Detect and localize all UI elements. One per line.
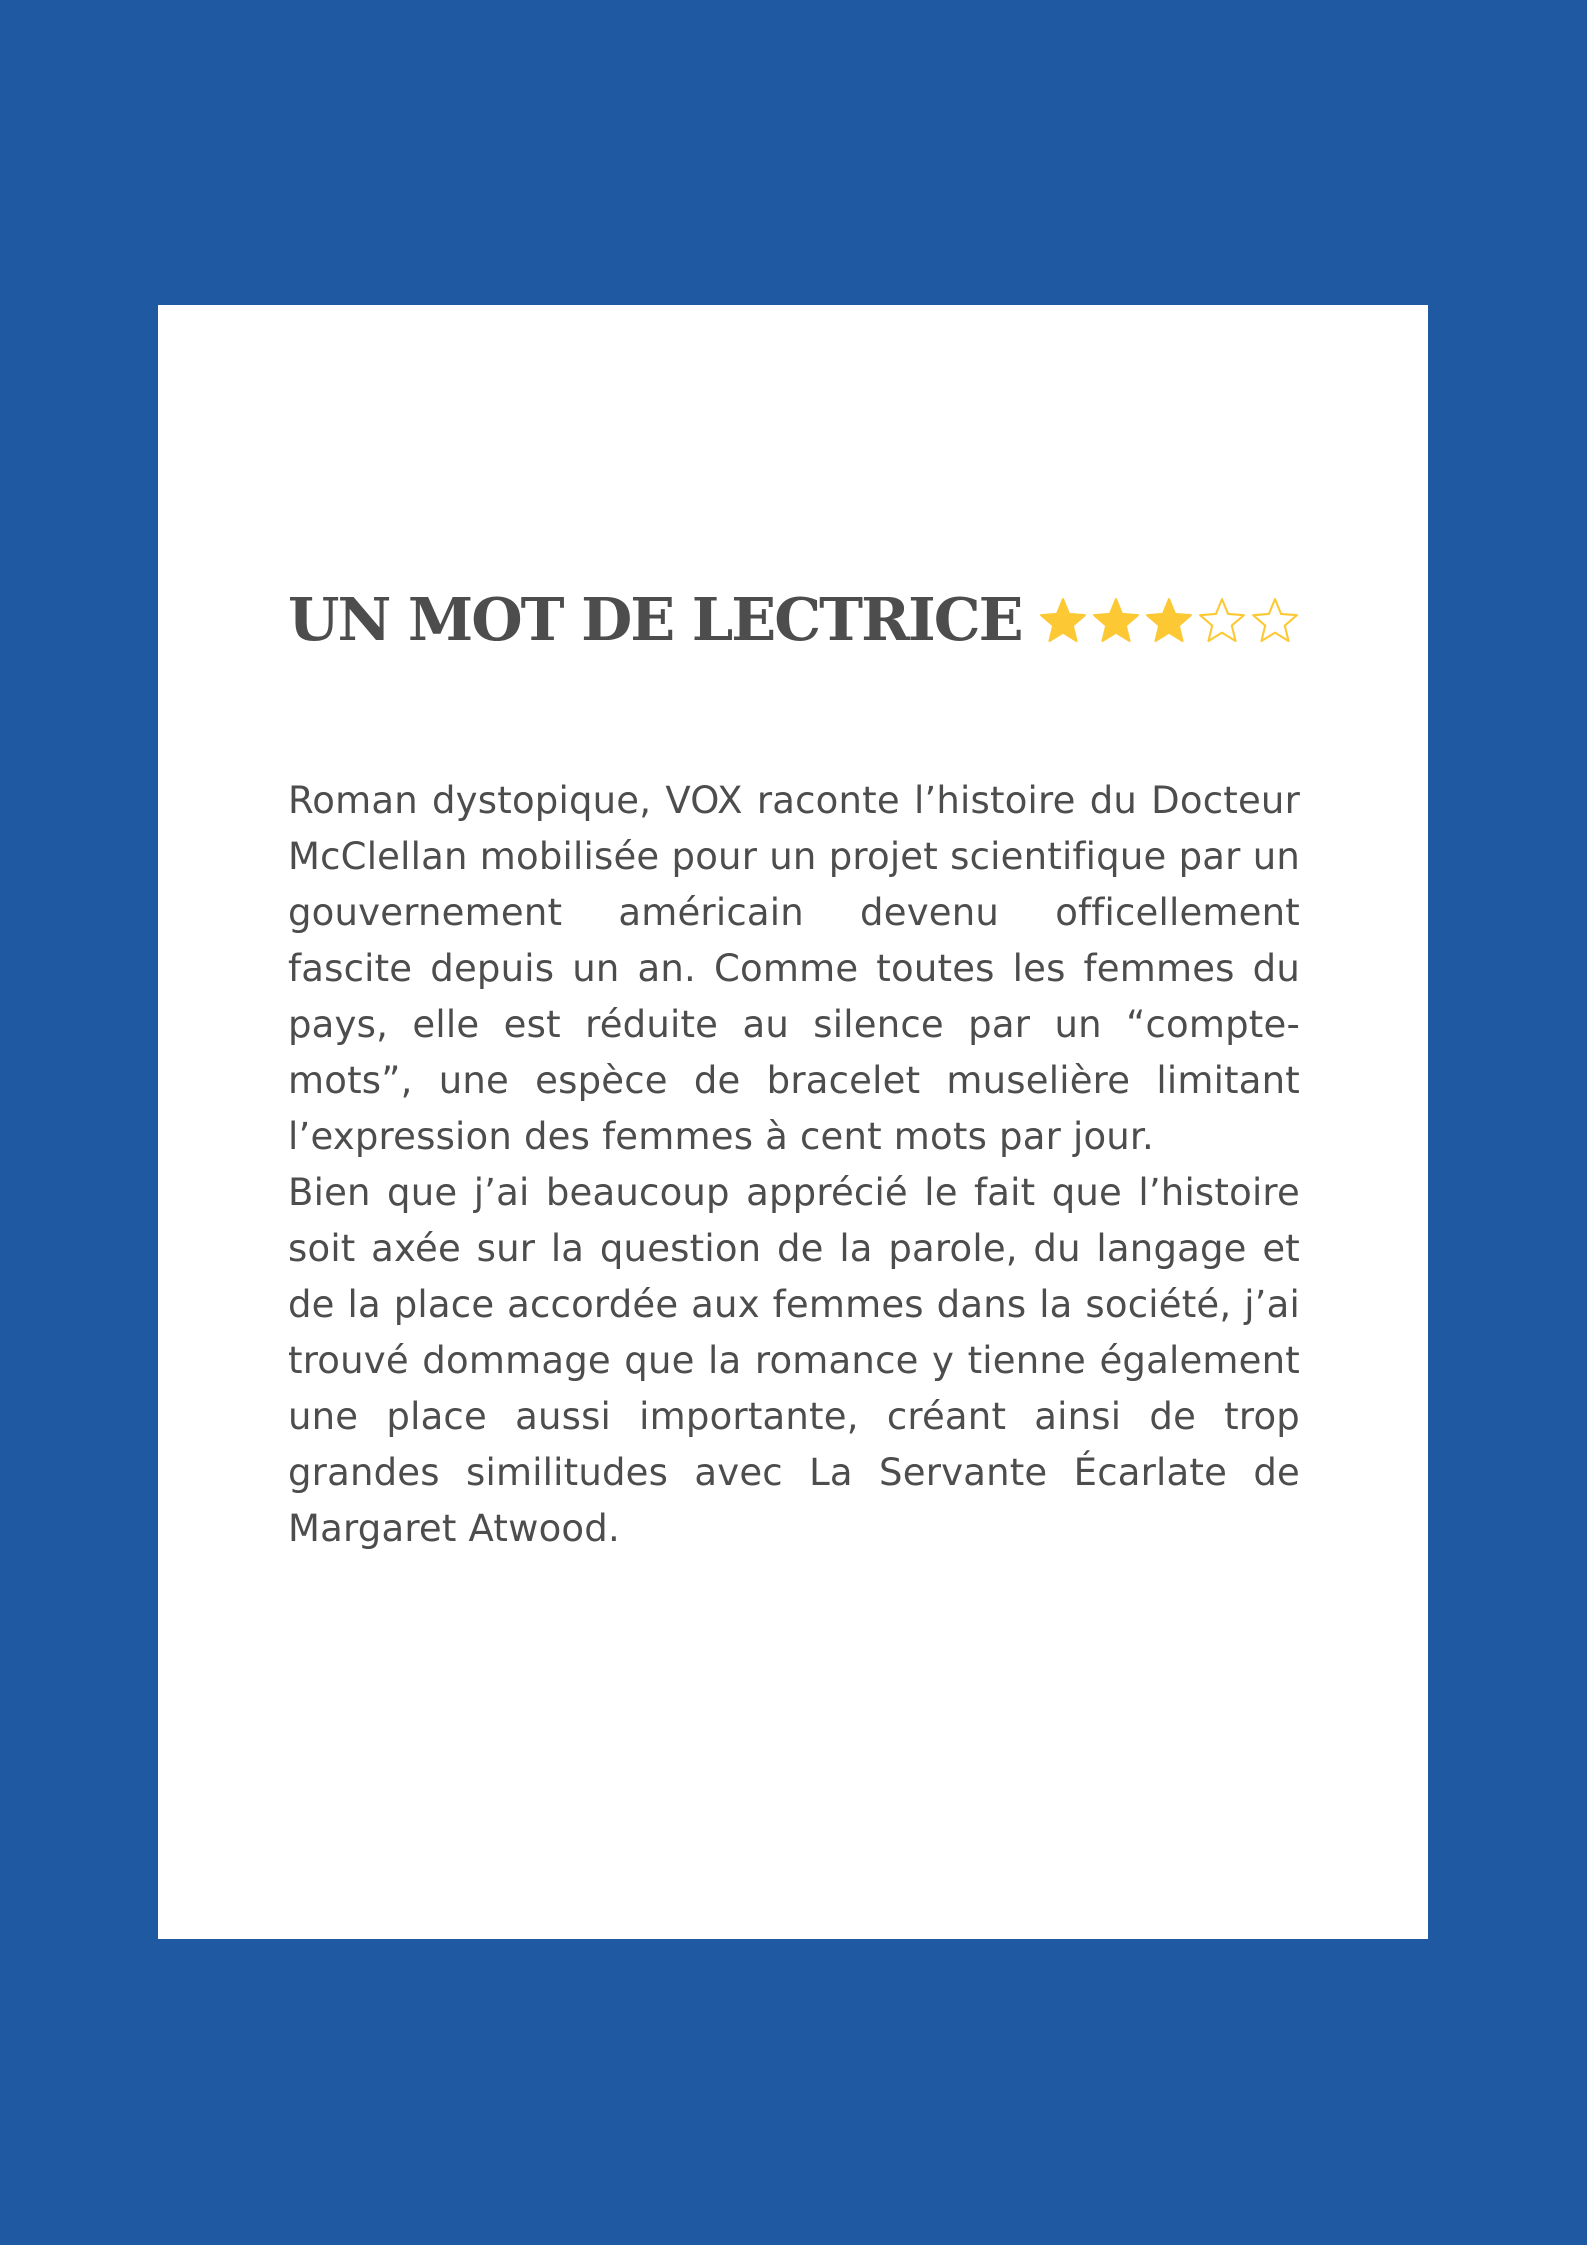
review-paragraph-1: Roman dystopique, VOX raconte l’histoire du Docteur McClellan mobilisée pour un projet scientifique par un gouvernement américain devenu officellement fascite depuis un an. Comme toutes les femmes du pays, elle est réduite au silence par un “compte-mots”, une espèce de bracelet muselière limitant l’expression des femmes à cent mots par jour.	[288, 779, 1300, 1158]
star-filled-icon	[1038, 596, 1088, 646]
star-empty-icon	[1197, 596, 1247, 646]
star-rating	[1038, 596, 1300, 646]
review-card	[158, 305, 1428, 1939]
star-filled-icon	[1144, 596, 1194, 646]
review-header	[288, 580, 1300, 660]
review-body	[288, 773, 1300, 1557]
review-title: UN MOT DE LECTRICE	[288, 585, 1022, 654]
star-empty-icon	[1250, 596, 1300, 646]
review-paragraph-2: Bien que j’ai beaucoup apprécié le fait que l’histoire soit axée sur la question de la parole, du langage et de la place accordée aux femmes dans la société, j’ai trouvé dommage que la romance y tienne également une place aussi importante, créant ainsi de trop grandes similitudes avec La Servante Écarlate de Margaret Atwood.	[288, 1171, 1300, 1550]
star-filled-icon	[1091, 596, 1141, 646]
